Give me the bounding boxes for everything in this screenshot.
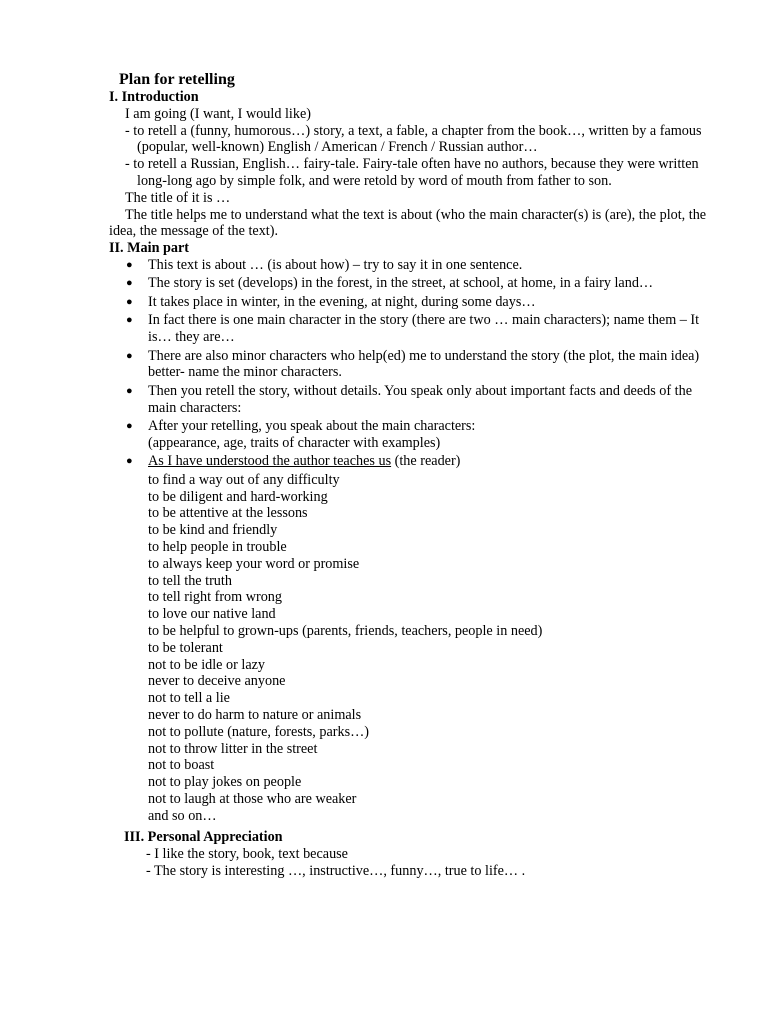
lesson-item: to tell right from wrong xyxy=(148,589,282,606)
after-retelling-note: (appearance, age, traits of character with examples) xyxy=(148,434,441,451)
teaches-underlined: As I have understood the author teaches us xyxy=(148,453,392,470)
lesson-item: to be tolerant xyxy=(148,639,223,656)
intro-title-line: The title of it is … xyxy=(125,189,231,206)
lesson-item: not to tell a lie xyxy=(148,690,230,707)
intro-title-helps: The title helps me to understand what the text is about (who the main character(s) is (are), the plot, the idea, the message of the text). xyxy=(109,206,707,240)
lessons-list xyxy=(109,472,719,825)
document-title: Plan for retelling xyxy=(119,71,235,88)
lesson-item: to be helpful to grown-ups (parents, friends, teachers, people in need) xyxy=(148,623,543,640)
lesson-item: not to play jokes on people xyxy=(148,774,302,791)
bullet-icon: ● xyxy=(126,314,133,327)
list-item: ● Then you retell the story, without details. You speak only about important facts and deeds of the main characters: xyxy=(126,382,693,416)
lesson-item: to always keep your word or promise xyxy=(148,555,360,572)
list-item: ● This text is about … (is about how) – try to say it in one sentence. xyxy=(126,256,523,273)
section-heading-introduction: I. Introduction xyxy=(109,89,199,105)
teaches-rest: (the reader) xyxy=(391,453,461,470)
list-item: ● In fact there is one main character in the story (there are two … main characters); name them – It is… they are… xyxy=(126,312,700,346)
list-item xyxy=(109,453,708,470)
bullet-icon: ● xyxy=(126,420,133,433)
lesson-item: never to deceive anyone xyxy=(148,673,286,690)
list-item: ● It takes place in winter, in the evening, at night, during some days… xyxy=(126,293,536,310)
introduction-section xyxy=(109,89,719,240)
bullet-icon: ● xyxy=(126,384,133,397)
bullet-icon: ● xyxy=(126,295,133,308)
personal-appreciation-section xyxy=(124,829,525,879)
bullet-icon: ● xyxy=(126,277,133,290)
lesson-item: to be kind and friendly xyxy=(148,522,278,539)
lesson-item: not to throw litter in the street xyxy=(148,740,318,757)
section-heading-main-part: II. Main part xyxy=(109,240,190,256)
intro-dash-item: - to retell a (funny, humorous…) story, a text, a fable, a chapter from the book…, written by a famous (popular, well-known) English / American / French / Russian author… xyxy=(125,122,702,156)
lesson-item: not to boast xyxy=(148,757,215,774)
lesson-item: to be attentive at the lessons xyxy=(148,505,308,522)
lesson-item: not to be idle or lazy xyxy=(148,656,266,673)
appreciation-line: - I like the story, book, text because xyxy=(146,845,348,862)
lesson-item: not to laugh at those who are weaker xyxy=(148,791,357,807)
main-part-section xyxy=(109,240,719,825)
bullet-icon: ● xyxy=(126,455,133,468)
list-item: ● After your retelling, you speak about the main characters: (appearance, age, traits of character with examples) xyxy=(126,418,476,451)
lesson-item: to help people in trouble xyxy=(148,539,287,556)
intro-dash-item: - to retell a Russian, English… fairy-tale. Fairy-tale often have no authors, because they were written long-long ago by simple folk, and were retold by word of mouth from father to son. xyxy=(125,156,699,189)
bullet-icon: ● xyxy=(126,258,133,271)
lesson-item: to find a way out of any difficulty xyxy=(148,471,340,488)
section-heading-personal-appreciation: III. Personal Appreciation xyxy=(124,829,283,845)
main-bullet-list xyxy=(109,257,719,470)
lesson-item: to love our native land xyxy=(148,606,276,623)
lesson-item: not to pollute (nature, forests, parks…) xyxy=(148,723,370,740)
list-item: ● The story is set (develops) in the forest, in the street, at school, at home, in a fairy land… xyxy=(126,275,654,292)
intro-line: I am going (I want, I would like) xyxy=(125,105,311,122)
lesson-item: and so on… xyxy=(148,807,217,824)
lesson-item: to be diligent and hard-working xyxy=(148,488,328,505)
lesson-item: to tell the truth xyxy=(148,572,232,589)
appreciation-line: - The story is interesting …, instructive…, funny…, true to life… . xyxy=(146,862,526,879)
bullet-icon: ● xyxy=(126,349,133,362)
list-item: ● There are also minor characters who help(ed) me to understand the story (the plot, the main idea) better- name the minor characters. xyxy=(126,347,700,381)
lesson-item: never to do harm to nature or animals xyxy=(148,707,362,724)
